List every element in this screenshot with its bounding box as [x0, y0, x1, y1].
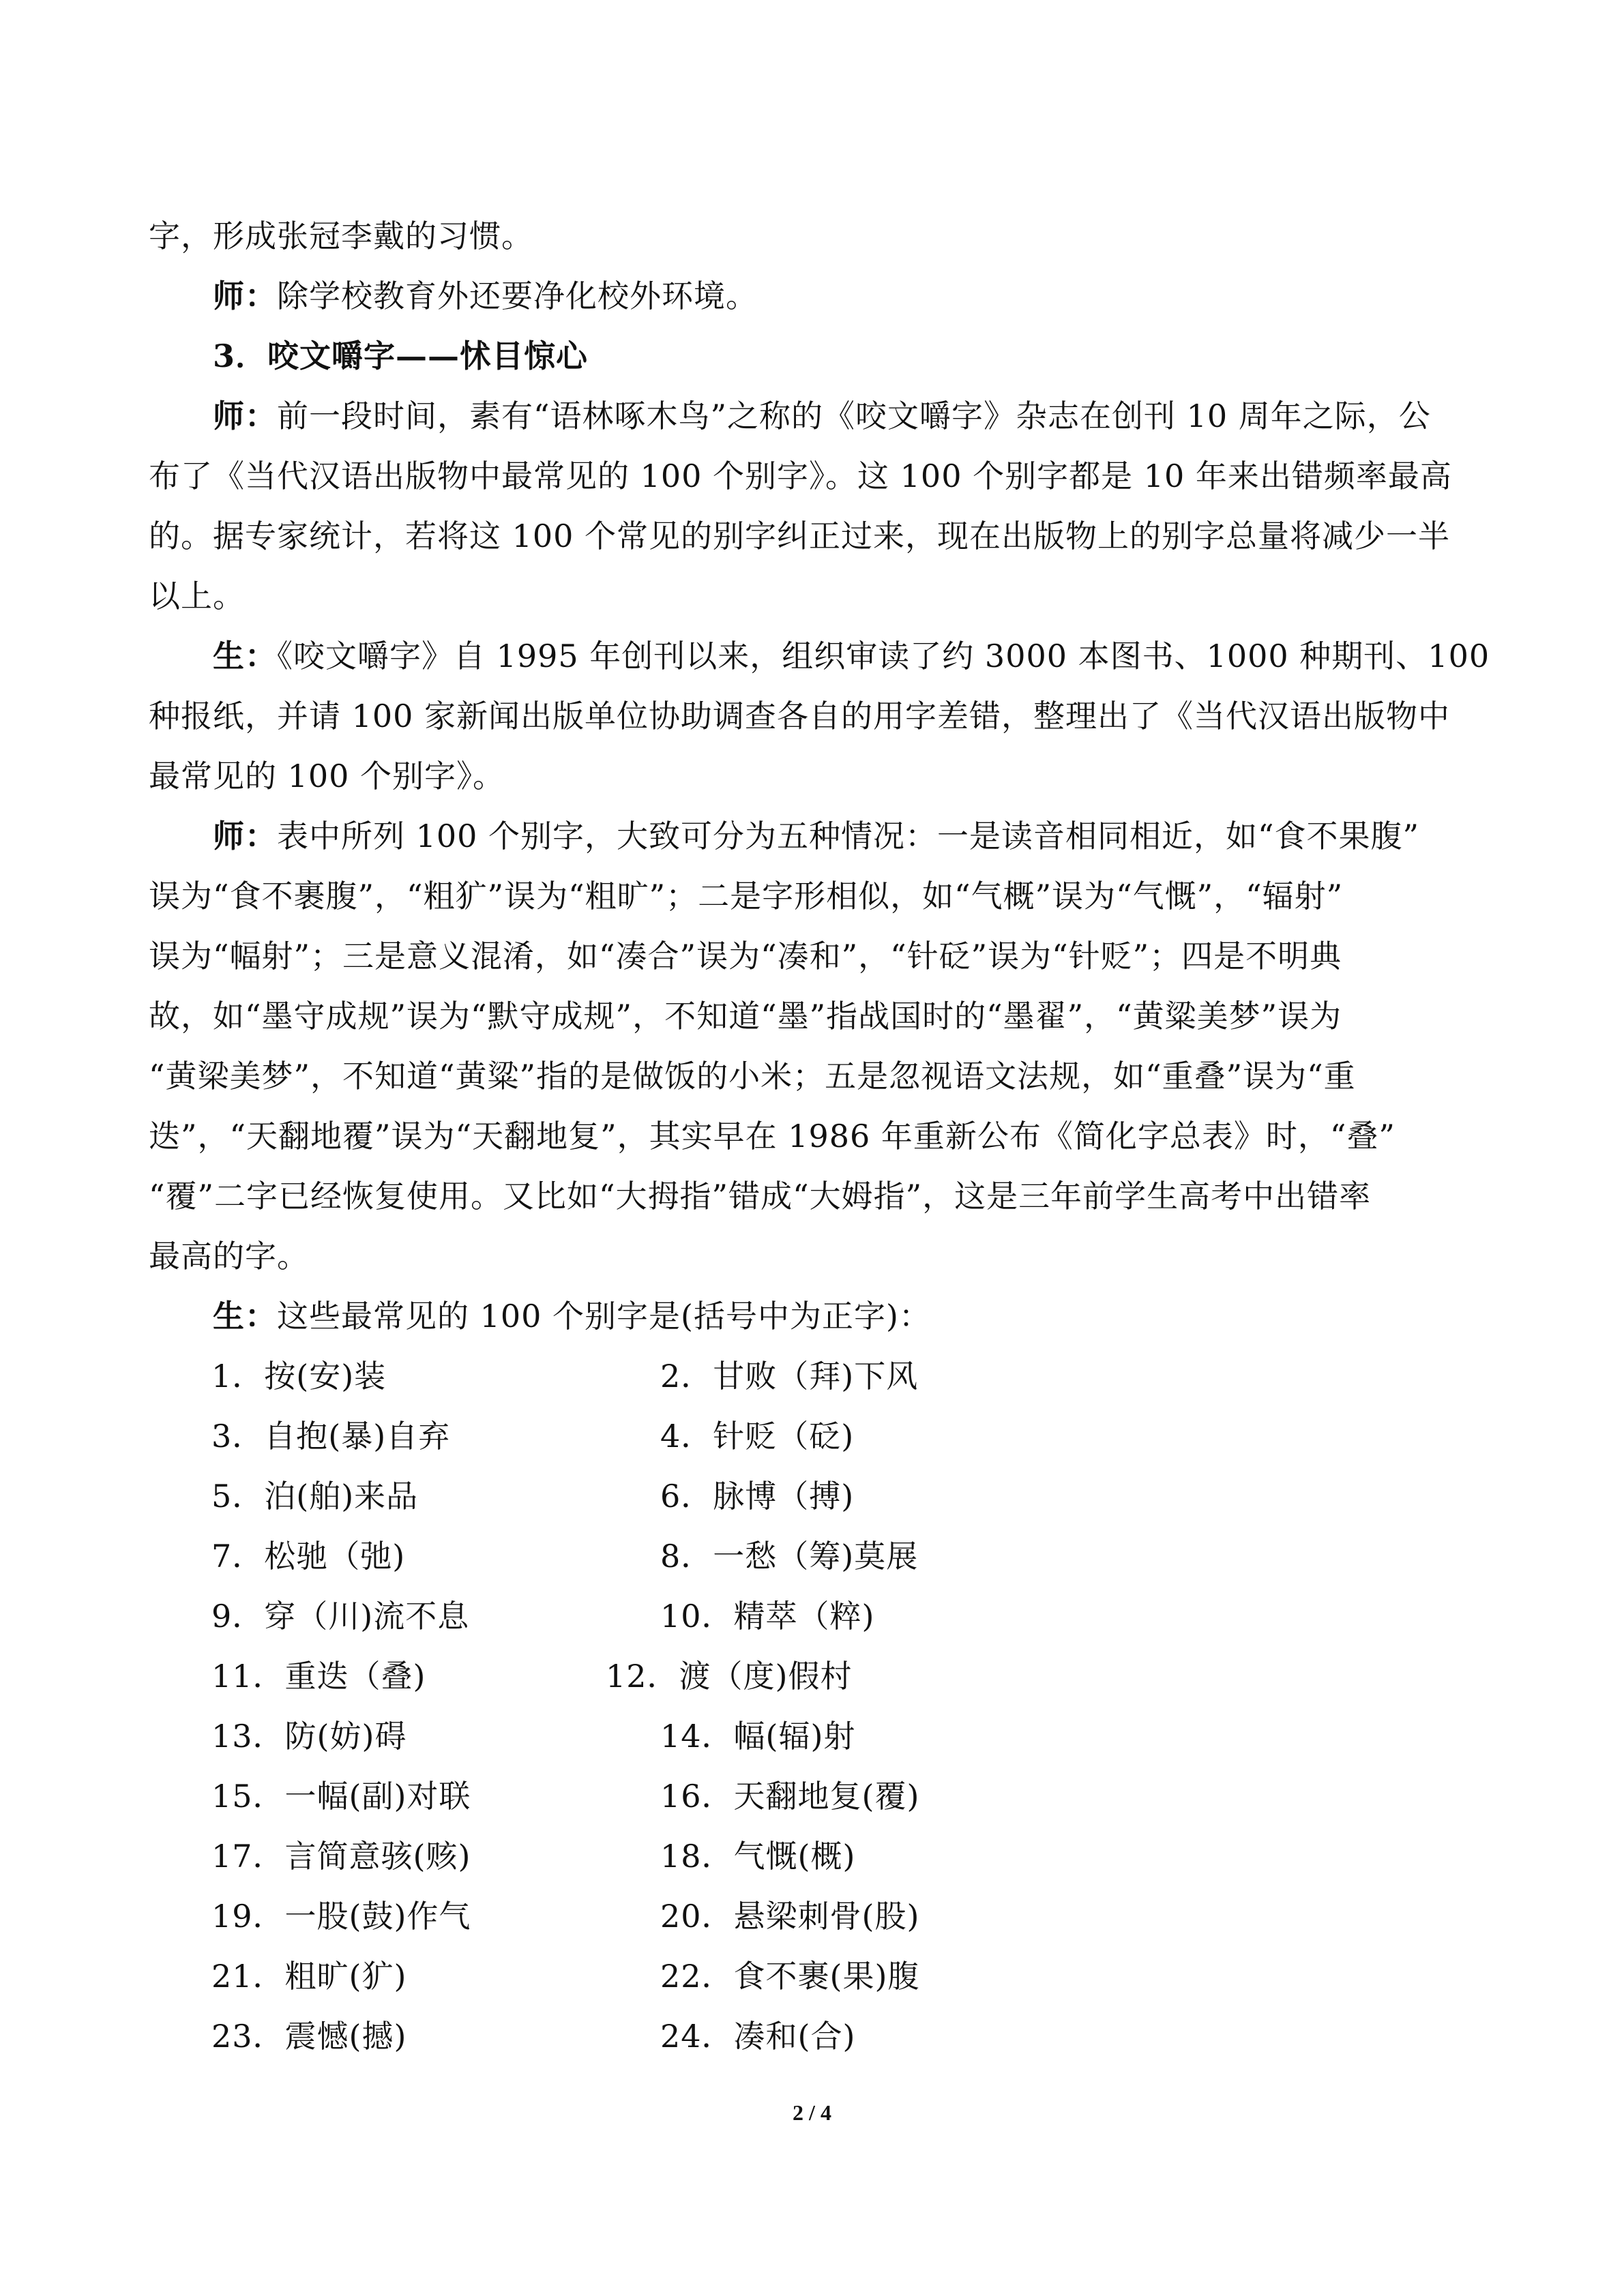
list-item: 16．天翻地复(覆): [660, 1778, 920, 1815]
speaker-label: 生：: [213, 1298, 277, 1335]
paragraph-line: “覆”二字已经恢复使用。又比如“大拇指”错成“大姆指”，这是三年前学生高考中出错率: [149, 1178, 1372, 1214]
dialogue-paragraph: [213, 633, 1490, 679]
list-item: 4．针贬（砭): [660, 1418, 855, 1455]
list-item: 2．甘败（拜)下风: [660, 1358, 919, 1395]
list-item: 12．渡（度)假村: [606, 1658, 853, 1695]
paragraph-line: 误为“幅射”；三是意义混淆，如“凑合”误为“凑和”，“针砭”误为“针贬”；四是不明典: [149, 938, 1342, 974]
list-item: 11．重迭（叠): [211, 1658, 426, 1695]
paragraph-line: 字，形成张冠李戴的习惯。: [149, 218, 533, 254]
paragraph-line: 种报纸，并请 100 家新闻出版单位协助调查各自的用字差错，整理出了《当代汉语出版物中: [149, 698, 1451, 734]
page-number: 2 / 4: [793, 2100, 831, 2125]
list-item: 9．穿（川)流不息: [211, 1598, 470, 1635]
paragraph-line: 的。据专家统计，若将这 100 个常见的别字纠正过来，现在出版物上的别字总量将减少一半: [149, 518, 1451, 554]
list-item: 19．一股(鼓)作气: [211, 1898, 471, 1935]
list-item: 15．一幅(副)对联: [211, 1778, 471, 1815]
paragraph-text: 表中所列 100 个别字，大致可分为五种情况：一是读音相同相近，如“食不果腹”: [277, 818, 1420, 854]
list-item: 20．悬梁刺骨(股): [660, 1898, 920, 1935]
list-item: 6．脉博（搏): [660, 1478, 855, 1515]
list-item: 24．凑和(合): [660, 2018, 856, 2055]
speaker-label: 师：: [213, 278, 277, 314]
list-item: 5．泊(舶)来品: [211, 1478, 419, 1515]
speaker-label: 师：: [213, 818, 277, 854]
paragraph-line: 误为“食不裹腹”，“粗犷”误为“粗旷”；二是字形相似，如“气概”误为“气慨”，“辐射”: [149, 878, 1344, 914]
list-item: 23．震憾(撼): [211, 2018, 407, 2055]
paragraph-text: 《咬文嚼字》自 1995 年创刊以来，组织审读了约 3000 本图书、1000 种期刊、100: [277, 638, 1490, 674]
list-item: 10．精萃（粹): [660, 1598, 875, 1635]
paragraph-text: 前一段时间，素有“语林啄木鸟”之称的《咬文嚼字》杂志在创刊 10 周年之际，公: [277, 398, 1431, 434]
list-item: 8．一愁（筹)莫展: [660, 1538, 919, 1575]
paragraph-line: 最高的字。: [149, 1238, 309, 1274]
paragraph-line: “黄梁美梦”，不知道“黄粱”指的是做饭的小米；五是忽视语文法规，如“重叠”误为“重: [149, 1058, 1356, 1094]
paragraph-line: 布了《当代汉语出版物中最常见的 100 个别字》。这 100 个别字都是 10 年来出错频率最高: [149, 458, 1452, 494]
paragraph-line: 最常见的 100 个别字》。: [149, 758, 505, 794]
list-item: 1．按(安)装: [211, 1358, 387, 1395]
list-item: 17．言简意骇(赅): [211, 1838, 471, 1875]
paragraph-text: 这些最常见的 100 个别字是(括号中为正字)：: [277, 1298, 931, 1335]
speaker-label: 生：: [213, 638, 277, 674]
dialogue-paragraph: [213, 393, 1431, 438]
dialogue-paragraph: [213, 1294, 931, 1339]
paragraph-line: 以上。: [149, 578, 245, 614]
paragraph-text: 除学校教育外还要净化校外环境。: [277, 278, 758, 314]
list-item: 21．粗旷(犷): [211, 1958, 407, 1995]
dialogue-paragraph: [213, 273, 758, 318]
list-item: 7．松驰（弛): [211, 1538, 406, 1575]
paragraph-line: 迭”，“天翻地覆”误为“天翻地复”，其实早在 1986 年重新公布《简化字总表》时，“叠”: [149, 1118, 1396, 1154]
paragraph-line: 故，如“墨守成规”误为“默守成规”，不知道“墨”指战国时的“墨翟”，“黄粱美梦”误为: [149, 998, 1342, 1034]
list-item: 3．自抱(暴)自弃: [211, 1418, 451, 1455]
dialogue-paragraph: [213, 814, 1419, 859]
list-item: 18．气慨(概): [660, 1838, 856, 1875]
section-heading: 3．咬文嚼字——怵目惊心: [213, 338, 589, 374]
speaker-label: 师：: [213, 398, 277, 434]
list-item: 13．防(妨)碍: [211, 1718, 407, 1755]
list-item: 14．幅(辐)射: [660, 1718, 856, 1755]
list-item: 22．食不裹(果)腹: [660, 1958, 920, 1995]
